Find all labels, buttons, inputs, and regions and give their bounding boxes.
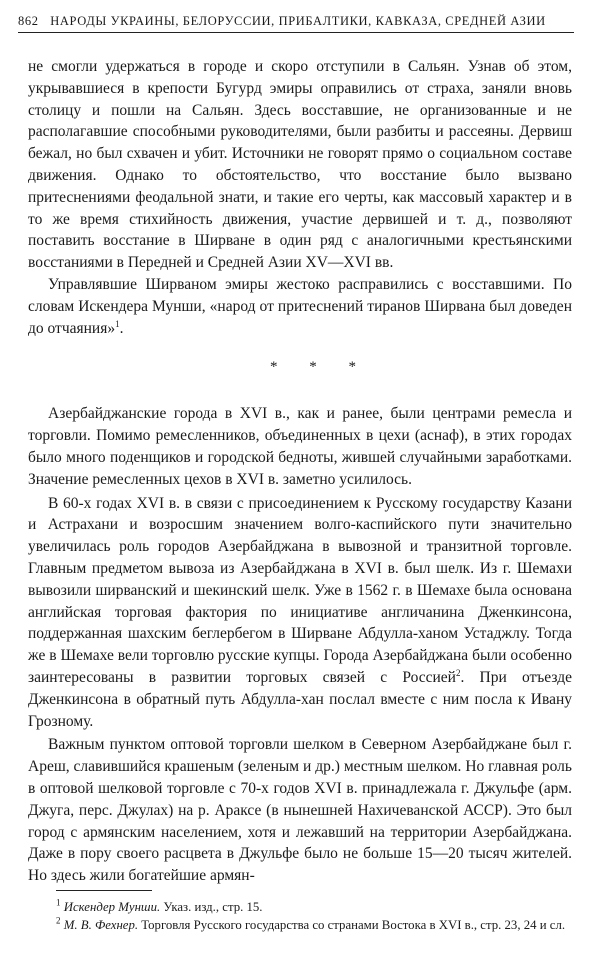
footnote-ref-2: 2 [455, 667, 461, 678]
footnote [28, 898, 572, 916]
paragraph-text: . При отъезде Дженкинсона в обратный путь Абдулла-хан послал вместе с ним посла к Ивану Грозному. [28, 668, 572, 730]
footnote-ref-1: 1 [115, 318, 120, 329]
main-text [28, 56, 572, 887]
paragraph-text: Управлявшие Ширваном эмиры жестоко расправились с восставшими. По словам Искендера Мунши, «народ от притеснений тиранов Ширвана был доведен до отчаяния» [28, 275, 572, 337]
page-number: 862 [18, 14, 39, 28]
paragraph: Управлявшие Ширваном эмиры жестоко расправились с восставшими. По словам Искендера Мунши, «народ от притеснений тиранов Ширвана был доведен до отчаяния»$^1$. [28, 275, 572, 337]
footnote-divider [56, 890, 152, 891]
section-separator [28, 357, 572, 383]
footnote-author: Искендер Мунши. [63, 900, 161, 914]
running-header [18, 14, 574, 33]
footnote-author: М. В. Фехнер. [63, 918, 139, 932]
separator-stars: * * * [270, 359, 370, 376]
paragraph: Азербайджанские города в XVI в., как и ранее, были центрами ремесла и торговли. Помимо ремесленников, объединенных в цехи (аснаф), в этих городах было много поденщиков и городской бедноты, жившей случайными заработками. Значение ремесленных цехов в XVI в. заметно усилилось. [28, 405, 572, 488]
running-title: НАРОДЫ УКРАИНЫ, БЕЛОРУССИИ, ПРИБАЛТИКИ, КАВКАЗА, СРЕДНЕЙ АЗИИ [50, 14, 546, 28]
footnote-text: Торговля Русского государства со странами Востока в XVI в., стр. 23, 24 и сл. [141, 918, 566, 932]
paragraph-text: В 60-х годах XVI в. в связи с присоединением к Русскому государству Казани и Астрахани и возросшим значением волго-каспийского пути значительно увеличилась роль городов Азербайджана в вывозной и транзитной торговле. Главным предметом вывоза из Азербайджана в XVI в. был шелк. Из г. Шемахи вывозили ширванский и шекинский шелк. Уже в 1562 г. в Шемахе была основана английская торговая фактория по инициативе англичанина Дженкинсона, поддержанная шахским беглербегом в Ширване Абдулла-ханом Устаджлу. Тогда же в Шемахе вели торговлю русские купцы. Города Азербайджана были особенно заинтересованы в развитии торговых связей с Россией [28, 494, 572, 686]
paragraph: Важным пунктом оптовой торговли шелком в Северном Азербайджане был г. Ареш, славившийся крашеным (зеленым и др.) местным шелком. Но главная роль в оптовой шелковой торговле с 70-х годов XVI в. принадлежала г. Джульфе (арм. Джуга, перс. Джулах) на р. Араксе (в нынешней Нахичеванской АССР). Это был город с армянским населением, хотя и лежавший на территории Азербайджана. Даже в пору своего расцвета в Джульфе было не больше 15—20 тысяч жителей. Но здесь жили богатейшие армян- [28, 736, 572, 885]
footnote-number: 2 [56, 915, 61, 926]
footnote-number: 1 [56, 897, 61, 908]
paragraph [28, 493, 572, 733]
footnote-text: Указ. изд., стр. 15. [163, 900, 263, 914]
paragraph-continuation: не смогли удержаться в городе и скоро отступили в Сальян. Узнав об этом, укрывавшиеся в крепости Бугурд эмиры оправились от страха, заняли вновь столицу и пошли на Сальян. Здесь восставшие, не организованные и не располагавшие способными руководителями, были разбиты и рассеяны. Дервиш бежал, но был схвачен и убит. Источники не говорят прямо о социальном составе движения. Однако то обстоятельство, что восстание было вызвано притеснениями феодальной знати, и такие его черты, как массовый характер и в то же время стихийность движения, участие дервишей и т. д., позволяют поставить восстание в Ширване в один ряд с аналогичными крестьянскими восстаниями в Передней и Средней Азии XV—XVI вв. [28, 58, 572, 272]
footnote [28, 916, 572, 934]
footnotes [28, 898, 572, 934]
